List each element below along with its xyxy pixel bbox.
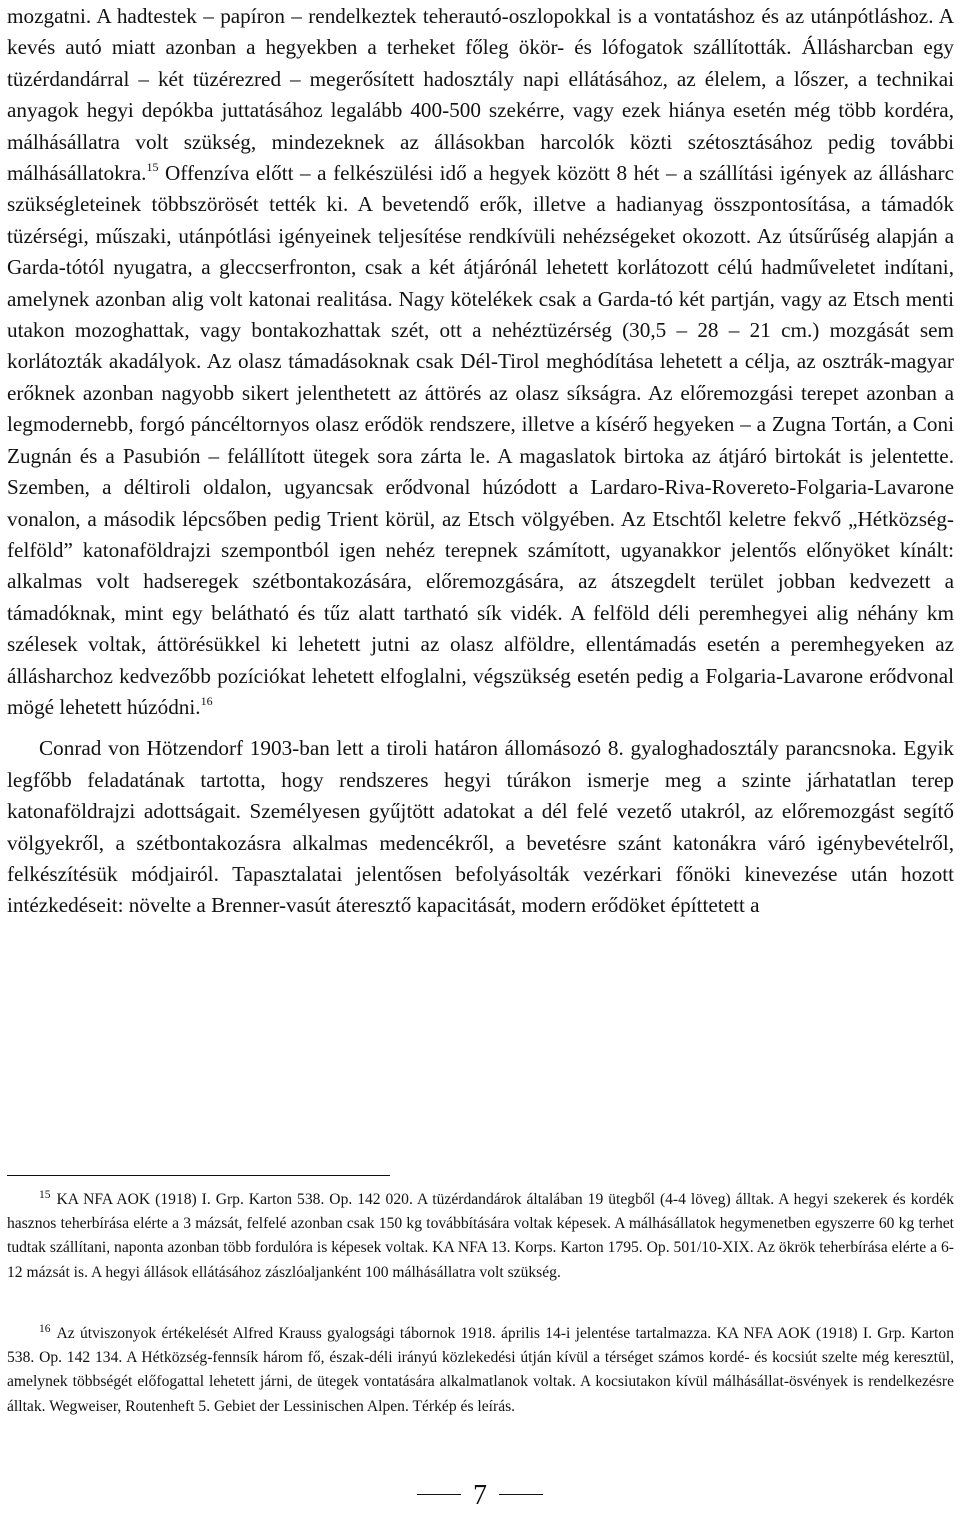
paragraph-1: [7, 1, 954, 723]
page-number-value: 7: [473, 1480, 487, 1511]
footnote-number: 15: [39, 1189, 51, 1201]
footnote-separator: [7, 1175, 390, 1176]
page-number-dash-right: [499, 1494, 543, 1495]
footnote-16: [7, 1322, 954, 1419]
page-body: [7, 0, 954, 922]
footnote-ref-16: 16: [200, 693, 213, 708]
footnote-number: 16: [39, 1323, 51, 1335]
paragraph-1-part-a: mozgatni. A hadtestek – papíron – rendelkeztek teherautó-oszlopokkal is a vontatáshoz és az utánpótláshoz. A kevés autó miatt azonban a hegyekben a terheket főleg ökör- és lófogatok szállították. Állásharcban egy tüzérdandárral – két tüzérezred – megerősített hadosztály napi ellátásához, az élelem, a lőszer, a technikai anyagok hegyi depókba juttatásához legalább 400-500 szekérre, vagy ezek hiánya esetén még több kordéra, málhásállatra volt szükség, mindezeknek az állásokban harcolók közti szétosztásához pedig további málhásállatokra.: [7, 4, 954, 186]
footnote-ref-15: 15: [146, 160, 159, 175]
footnote-text: Az útviszonyok értékelését Alfred Krauss gyalogsági tábornok 1918. április 14-i jelentése tartalmazza. KA NFA AOK (1918) I. Grp. Karton 538. Op. 142 134. A Hétközség-fennsík három fő, észak-déli irányú közlekedési útján kívül a térséget számos kordé- és kocsiút szelte még keresztül, amelynek többségét előfogattal lehetett járni, de ütegek vontatására alkalmatlanok voltak. A kocsiutakon kívül málhásállat-ösvények is rendelkezésre álltak. Wegweiser, Routenheft 5. Gebiet der Lessinischen Alpen. Térkép és leírás.: [7, 1325, 954, 1415]
paragraph-2: Conrad von Hötzendorf 1903-ban lett a tiroli határon állomásozó 8. gyaloghadosztály parancsnoka. Egyik legfőbb feladatának tartotta, hogy rendszeres hegyi túrákon ismerje meg a szinte járhatatlan terep katonaföldrajzi adottságait. Személyesen gyűjtött adatokat a dél felé vezető utakról, az előremozgást segítő völgyekről, a szétbontakozásra alkalmas medencékről, a bevetésre szánt katonákra váró igénybevételről, felkészítésük módjairól. Tapasztalatai jelentősen befolyásolták vezérkari főnöki kinevezése után hozott intézkedéseit: növelte a Brenner-vasút áteresztő kapacitását, modern erődöket építtetett a: [7, 736, 954, 918]
page-number: [0, 1480, 960, 1512]
footnote-text: KA NFA AOK (1918) I. Grp. Karton 538. Op. 142 020. A tüzérdandárok általában 19 ütegből (4-4 löveg) álltak. A hegyi szekerek és kordék hasznos teherbírása elérte a 3 mázsát, felfelé azonban csak 150 kg továbbítására voltak képesek. A málhásállatok hegymenetben egyszerre 60 kg terhet tudtak szállítani, naponta azonban több fordulóra is képesek voltak. KA NFA 13. Korps. Karton 1795. Op. 501/10-XIX. Az ökrök teherbírása elérte a 6-12 mázsát is. A hegyi állások ellátásához zászlóaljanként 100 málhásállatra volt szükség.: [7, 1191, 954, 1281]
footnote-15: [7, 1188, 954, 1285]
page-number-dash-left: [417, 1494, 461, 1495]
paragraph-1-part-b: Offenzíva előtt – a felkészülési idő a hegyek között 8 hét – a szállítási igények az állásharc szükségleteinek többszörösét tették ki. A bevetendő erők, illetve a hadianyag összpontosítása, a támadók tüzérségi, műszaki, utánpótlási igényeinek teljesítése rendkívüli nehézségeket okozott. Az útsűrűség alapján a Garda-tótól nyugatra, a gleccserfronton, csak a két átjárónál lehetett korlátozott célú hadműveletet indítani, amelynek azonban alig volt katonai realitása. Nagy kötelékek csak a Garda-tó két partján, vagy az Etsch menti utakon mozoghattak, vagy bontakozhattak szét, ott a nehéztüzérség (30,5 – 28 – 21 cm.) mozgását sem korlátozták akadályok. Az olasz támadásoknak csak Dél-Tirol meghódítása lehetett a célja, az osztrák-magyar erőknek azonban nagyobb sikert jelenthetett az áttörés az olasz síkságra. Az előremozgási terepet azonban a legmodernebb, forgó páncéltornyos olasz erődök rendszere, illetve a kísérő hegyeken – a Zugna Tortán, a Coni Zugnán és a Pasubión – felállított ütegek sora zárta le. A magaslatok birtoka az átjáró birtokát is jelentette. Szemben, a déltiroli oldalon, ugyancsak erődvonal húzódott a Lardaro-Riva-Rovereto-Folgaria-Lavarone vonalon, a második lépcsőben pedig Trient körül, az Etsch völgyében. Az Etschtől keletre fekvő „Hétközség-felföld” katonaföldrajzi szempontból igen nehéz terepnek számított, ugyanakkor jelentős előnyöket kínált: alkalmas volt hadseregek szétbontakozására, előremozgására, az átszegdelt terület jobban kedvezett a támadóknak, mint egy belátható és tűz alatt tartható sík vidék. A felföld déli peremhegyei alig néhány km szélesek voltak, áttörésükkel ki lehetett jutni az olasz alföldre, ellentámadás esetén a peremhegyeken az állásharchoz kedvezőbb pozíciókat lehetett elfoglalni, végszükség esetén pedig a Folgaria-Lavarone erődvonal mögé lehetett húzódni.: [7, 161, 955, 719]
